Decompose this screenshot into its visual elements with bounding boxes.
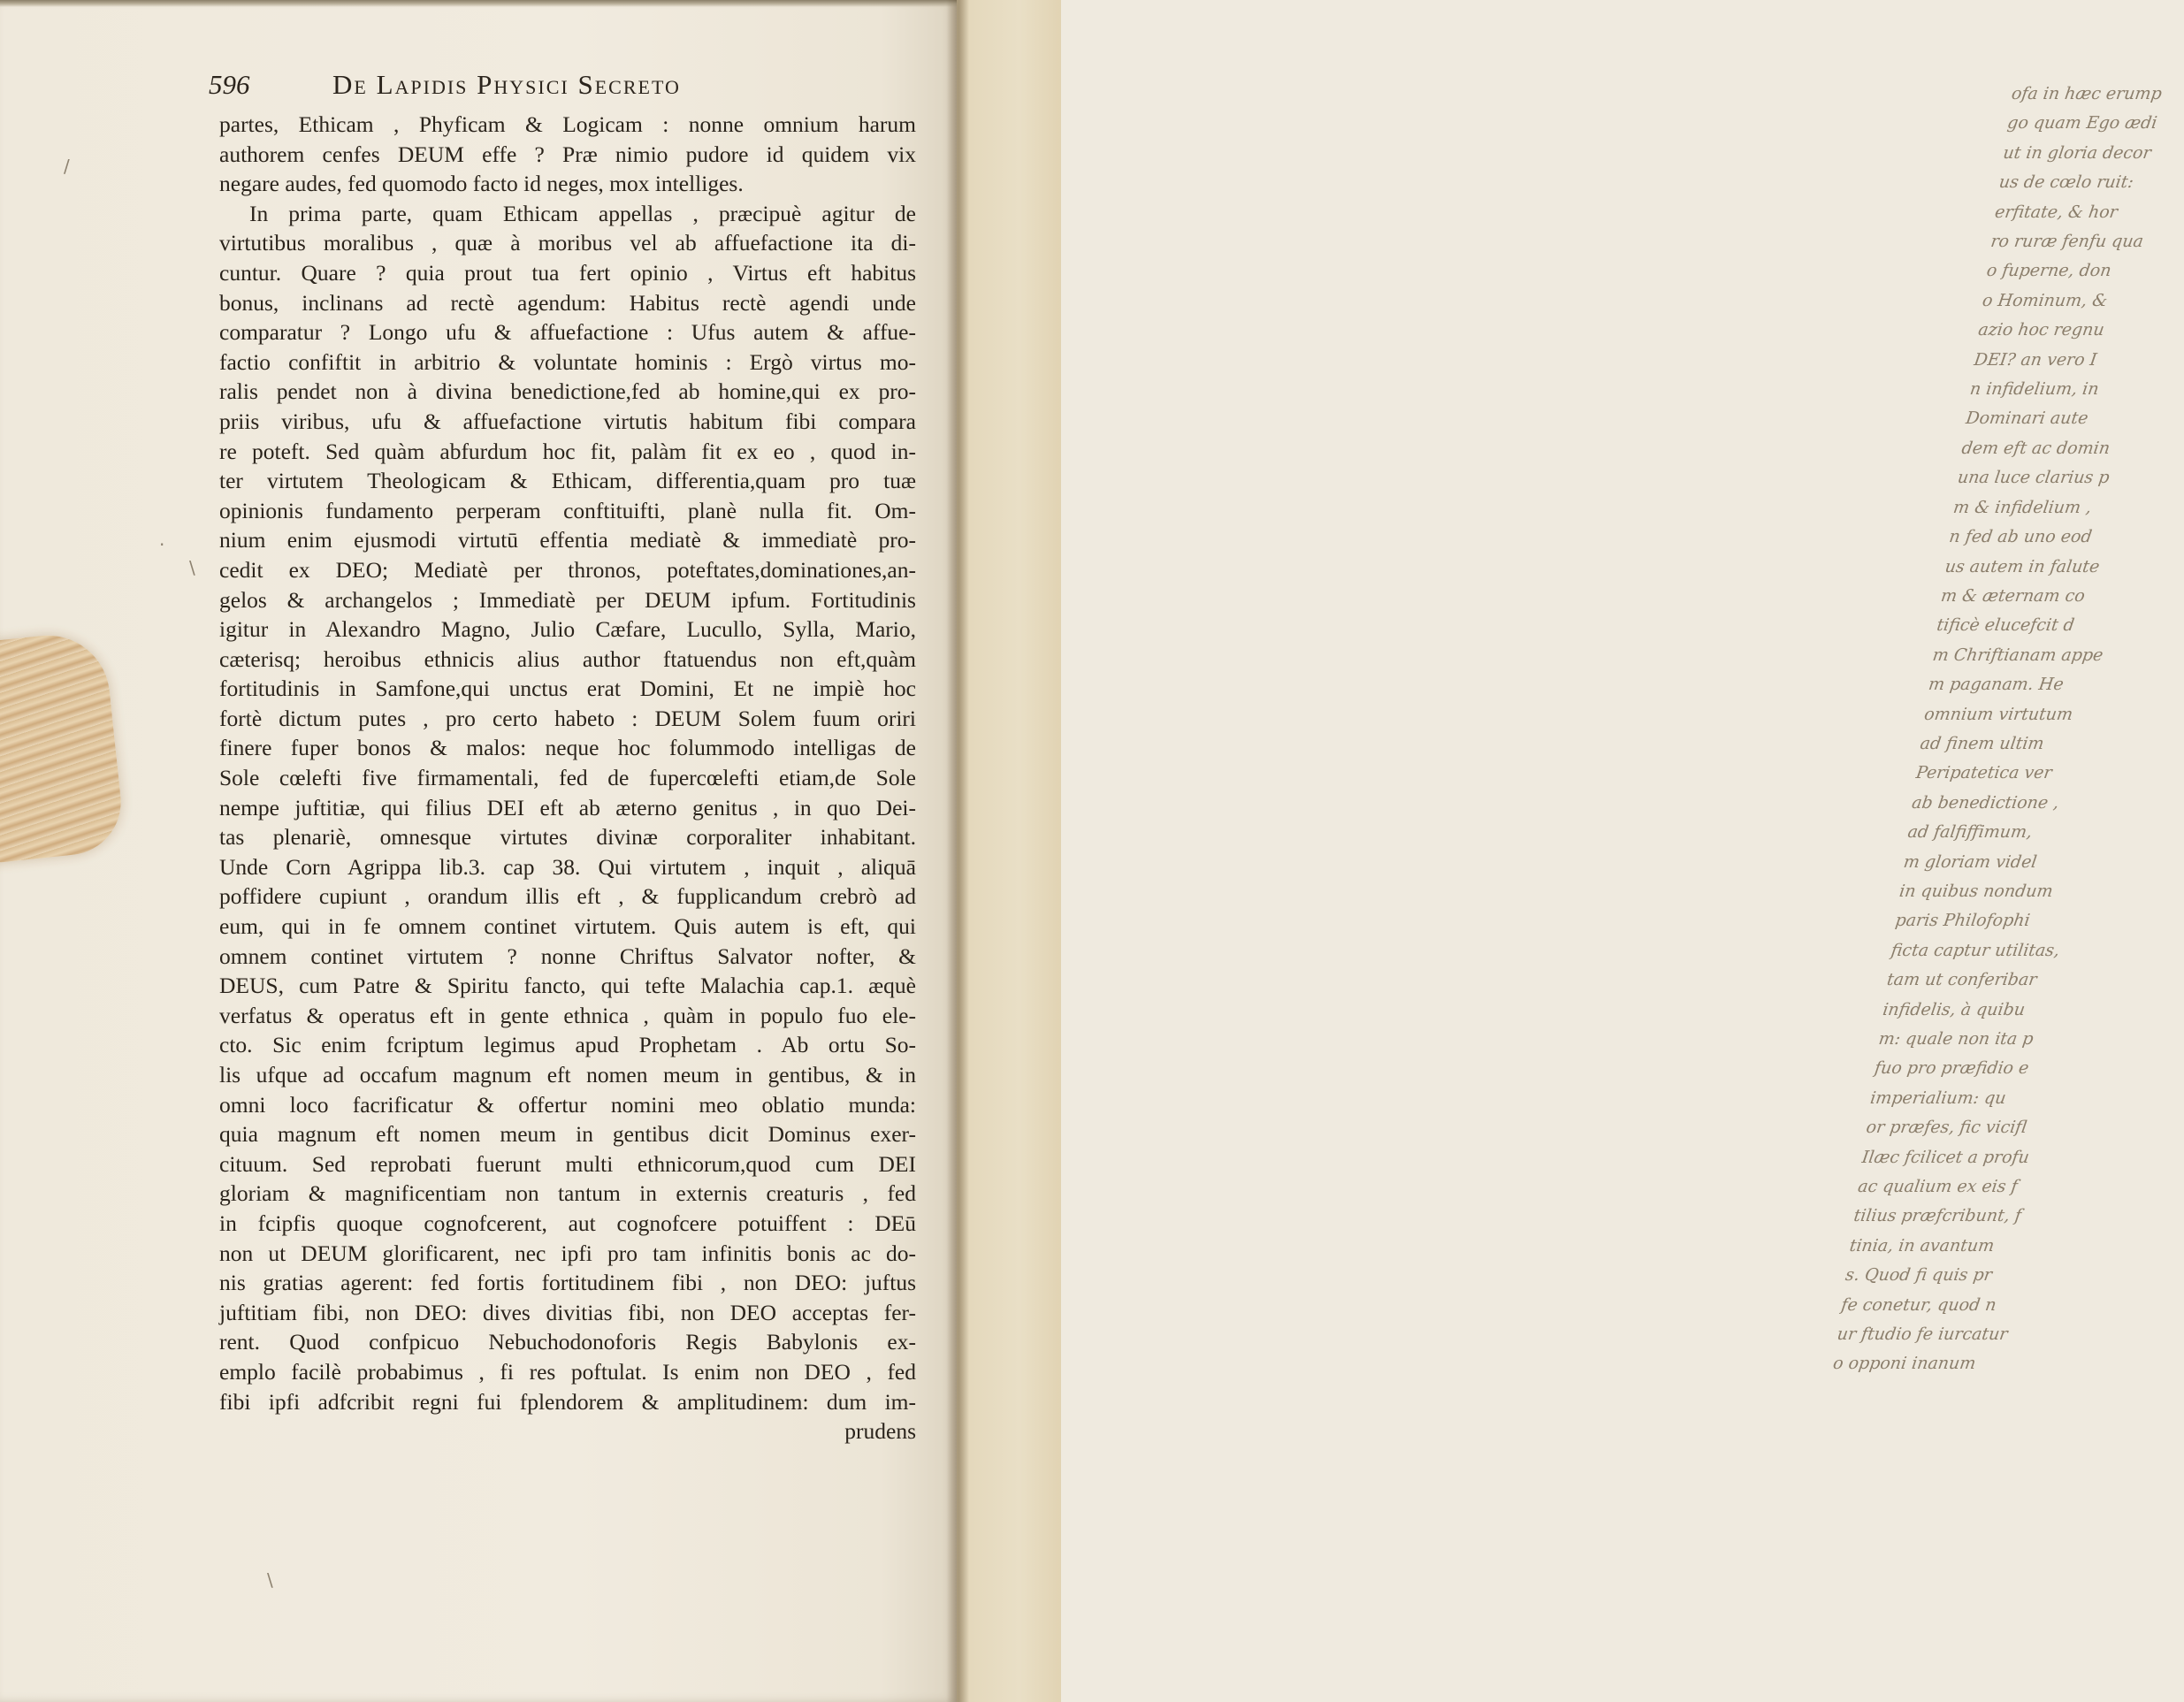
facing-page-text (1831, 80, 2164, 1379)
text-line: cituum. Sed reprobati fuerunt multi ethnicorum,quod cum DEI (219, 1150, 916, 1177)
text-line: fortè dictum putes , pro certo habeto : DEUM Solem fuum oriri (219, 705, 916, 731)
facing-page-line: azio hoc regnu (1976, 320, 2106, 340)
facing-page-line: ro ruræ fenfu qua (1989, 232, 2145, 252)
body-text (219, 110, 916, 1446)
facing-page (957, 0, 2164, 1702)
facing-page-line: Peripatetica ver (1914, 763, 2054, 783)
text-line: cto. Sic enim fcriptum legimus apud Prophetam . Ab ortu So- (219, 1032, 916, 1058)
facing-page-line: imperialium: qu (1868, 1088, 2008, 1108)
running-head (209, 69, 916, 110)
text-line: nis gratias agerent: fed fortis fortitudinem fibi , non DEO: juftus (219, 1270, 916, 1296)
facing-page-line: Ilæc fcilicet a profu (1860, 1147, 2031, 1167)
page-top-edge (0, 0, 959, 7)
facing-page-line: ut in gloria decor (2002, 142, 2153, 163)
text-line: nium enim ejusmodi virtutū effentia mediatè & immediatè pro- (219, 527, 916, 553)
facing-page-line: in quibus nondum (1898, 881, 2055, 901)
text-line: emplo facilè probabimus , fi res poftulat. Is enim non DEO , fed (219, 1358, 916, 1385)
facing-page-line: or præfes, fic vicifl (1865, 1118, 2028, 1138)
facing-page-line: dem eft ac domin (1960, 438, 2111, 458)
facing-page-line: m gloriam videl (1902, 851, 2039, 872)
text-line: gelos & archangelos ; Immediatè per DEUM ipfum. Fortitudinis (219, 586, 916, 613)
scanner-thumb (0, 630, 126, 865)
margin-mark: \ (189, 557, 195, 578)
margin-mark: \ (267, 1569, 273, 1591)
facing-page-line: ofa in hæc erump (2010, 84, 2164, 103)
margin-mark: . (159, 529, 165, 550)
book-gutter (946, 0, 969, 1702)
text-line: cedit ex DEO; Mediatè per thronos, poteftates,dominationes,an- (219, 556, 916, 583)
facing-page-line: tam ut conferibar (1885, 970, 2039, 990)
text-line: negare audes, fed quomodo facto id neges, mox intelliges. (219, 171, 744, 197)
margin-mark: / (64, 156, 70, 177)
text-line: virtutibus moralibus , quæ à moribus vel ab affuefactione ita di- (219, 230, 916, 256)
facing-page-line: DEI? an vero I (1973, 349, 2098, 370)
text-line: finere fuper bonos & malos: neque hoc folummodo intelligas de (219, 735, 916, 761)
facing-page-line: ad falfiffimum, (1906, 822, 2034, 843)
page-number: 596 (209, 69, 250, 100)
text-line: DEUS, cum Patre & Spiritu fancto, qui tefte Malachia cap.1. æquè (219, 973, 916, 999)
facing-page-line: n fed ab uno eod (1948, 527, 2094, 547)
facing-page-line: ficta captur utilitas, (1890, 940, 2061, 960)
facing-page-line: tilius præfcribunt, f (1852, 1206, 2023, 1226)
facing-page-line: tificè elucefcit d (1935, 615, 2076, 636)
facing-page-line: ur ftudio fe iurcatur (1836, 1324, 2010, 1345)
text-line: omnem continet virtutem ? nonne Chriftus Salvator nofter, & (219, 943, 916, 969)
text-line: In prima parte, quam Ethicam appellas , præcipuè agitur de (249, 200, 916, 226)
text-line: fortitudinis in Samfone,qui unctus erat Domini, Et ne impiè hoc (219, 675, 916, 702)
facing-page-line: una luce clarius p (1956, 468, 2111, 488)
facing-page-line: go quam Ego ædi (2005, 113, 2158, 134)
facing-page-line: paris Philofophi (1894, 911, 2032, 931)
text-line: comparatur ? Longo ufu & affuefactione : Ufus autem & affue- (219, 319, 916, 346)
text-line: fibi ipfi adfcribit regni fui fplendorem & amplitudinem: dum im- (219, 1388, 916, 1415)
text-line: lis ufque ad occafum magnum eft nomen meum in gentibus, & in (219, 1062, 916, 1088)
text-line: Sole cœlefti five firmamentali, fed de fupercœlefti etiam,de Sole (219, 765, 916, 791)
text-line: opinionis fundamento perperam conftituifti, planè nulla fit. Om- (219, 497, 916, 523)
facing-page-line: ab benedictione , (1910, 792, 2060, 813)
page-title: De Lapidis Physici Secreto (332, 69, 681, 100)
text-line: poffidere cupiunt , orandum illis eft , & fupplicandum crebrò ad (219, 883, 916, 910)
text-line: omni loco facrificatur & offertur nomini meo oblatio munda: (219, 1091, 916, 1118)
text-line: tas plenariè, omnesque virtutes divinæ corporaliter inhabitant. (219, 824, 916, 851)
facing-page-line: n infidelium, in (1968, 379, 2101, 400)
text-line: ter virtutem Theologicam & Ethicam, differentia,quam pro tuæ (219, 468, 916, 494)
facing-page-line: m & æternam co (1939, 585, 2087, 606)
text-line: in fcipfis quoque cognofcerent, aut cognofcere potuiffent : DEū (219, 1210, 916, 1236)
text-line: eum, qui in fe omnem continet virtutem. Quis autem is eft, qui (219, 913, 916, 940)
facing-page-line: s. Quod fi quis pr (1844, 1265, 1994, 1286)
text-line: ralis pendet non à divina benedictione,fed ab homine,qui ex pro- (219, 378, 916, 405)
text-line: rent. Quod confpicuo Nebuchodonoforis Regis Babylonis ex- (219, 1329, 916, 1355)
text-line: verfatus & operatus eft in gente ethnica , quàm in populo fuo ele- (219, 1002, 916, 1028)
text-line: nempe juftitiæ, qui filius DEI eft ab æterno genitus , in quo Dei- (219, 794, 916, 820)
text-line: authorem cenfes DEUM effe ? Præ nimio pudore id quidem vix (219, 141, 916, 167)
facing-page-line: o fuperne, don (1985, 261, 2113, 281)
text-line: non ut DEUM glorificarent, nec ipfi pro tam infinitis bonis ac do- (219, 1240, 916, 1266)
facing-page-line: o Hominum, & (1981, 290, 2109, 310)
facing-page-line: erfitate, & hor (1993, 202, 2119, 222)
text-line: bonus, inclinans ad rectè agendum: Habitus rectè agendi unde (219, 289, 916, 316)
facing-page-line: m & infidelium , (1951, 497, 2093, 517)
facing-page-line: ad finem ultim (1919, 733, 2046, 753)
text-line: partes, Ethicam , Phyficam & Logicam : nonne omnium harum (219, 111, 916, 137)
book-page (0, 0, 957, 1702)
text-line: cuntur. Quare ? quia prout tua fert opinio , Virtus eft habitus (219, 259, 916, 286)
text-line: juftitiam fibi, non DEO: dives divitias fibi, non DEO acceptas fer- (219, 1299, 916, 1325)
text-line: cæterisq; heroibus ethnicis alius author ftatuendus non eft,quàm (219, 645, 916, 672)
text-line: igitur in Alexandro Magno, Julio Cæfare, Lucullo, Sylla, Mario, (219, 616, 916, 643)
text-line: re poteft. Sed quàm abfurdum hoc fit, palàm fit ex eo , quod in- (219, 438, 916, 464)
text-line: quia magnum eft nomen meum in gentibus dicit Dominus exer- (219, 1121, 916, 1148)
facing-page-line: omnium virtutum (1922, 704, 2074, 724)
facing-page-line: us de cœlo ruit: (1997, 172, 2135, 193)
facing-page-line: m paganam. He (1927, 675, 2066, 695)
text-line: priis viribus, ufu & affuefactione virtutis habitum fibi compara (219, 408, 916, 434)
facing-page-line: fuo pro præfidio e (1873, 1058, 2030, 1079)
facing-page-line: tinia, in avantum (1848, 1235, 1996, 1256)
facing-page-line: fe conetur, quod n (1840, 1294, 1998, 1315)
facing-page-line: o opponi inanum (1831, 1354, 1977, 1374)
facing-page-line: ac qualium ex eis f (1856, 1177, 2020, 1197)
text-line: prudens (844, 1418, 916, 1445)
text-line: factio confiftit in arbitrio & voluntate hominis : Ergò virtus mo- (219, 348, 916, 375)
facing-page-line: m Chriftianam appe (1931, 645, 2104, 665)
facing-page-line: us autem in falute (1943, 556, 2101, 576)
text-line: Unde Corn Agrippa lib.3. cap 38. Qui virtutem , inquit , aliquā (219, 853, 916, 880)
facing-page-line: infidelis, à quibu (1881, 999, 2027, 1019)
facing-page-line: Dominari aute (1964, 408, 2089, 429)
facing-page-line: m: quale non ita p (1877, 1029, 2035, 1049)
text-line: gloriam & magnificentiam non tantum in externis creaturis , fed (219, 1180, 916, 1207)
